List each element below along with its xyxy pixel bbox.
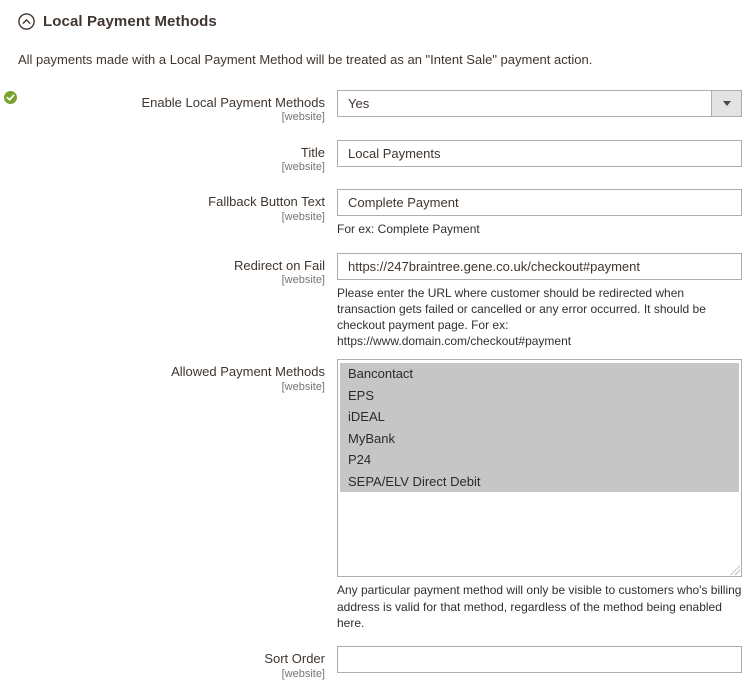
field-label: Allowed Payment Methods	[171, 364, 325, 380]
field-row-sort-order	[0, 646, 750, 681]
field-scope-label: [website]	[281, 161, 325, 174]
field-scope-label: [website]	[281, 380, 325, 393]
field-label-cell	[0, 140, 325, 175]
field-row-allowed-payment-methods	[0, 359, 750, 631]
config-form	[0, 90, 750, 681]
multiselect-option-selected[interactable]: P24	[340, 449, 739, 471]
fallback-button-text-input[interactable]	[337, 189, 742, 216]
select-dropdown-button[interactable]	[711, 91, 741, 116]
field-label-cell	[0, 646, 325, 681]
field-input-cell	[337, 253, 742, 350]
redirect-on-fail-input[interactable]	[337, 253, 742, 280]
field-label: Sort Order	[264, 650, 325, 666]
select-selected-value: Yes	[348, 95, 370, 111]
field-note: Any particular payment method will only be visible to customers who's billing address is valid for that method, regardless of the method being enabled here.	[337, 583, 742, 630]
field-label-cell	[0, 90, 325, 125]
field-input-cell	[337, 646, 742, 681]
field-label-cell	[0, 359, 325, 631]
caret-down-icon	[723, 101, 731, 106]
field-row-title	[0, 140, 750, 175]
multiselect-option-selected[interactable]: MyBank	[340, 428, 739, 450]
field-label-cell	[0, 253, 325, 350]
field-input-cell	[337, 90, 742, 125]
multiselect-option-selected[interactable]: Bancontact	[340, 363, 739, 385]
field-scope-label: [website]	[281, 274, 325, 287]
multiselect-option-selected[interactable]: SEPA/ELV Direct Debit	[340, 471, 739, 493]
field-row-redirect-on-fail	[0, 253, 750, 350]
allowed-payment-methods-multiselect[interactable]	[337, 359, 742, 577]
field-label: Title	[300, 144, 325, 160]
chevron-up-circle-icon	[18, 13, 35, 30]
field-input-cell	[337, 359, 742, 631]
field-label-cell	[0, 189, 325, 237]
field-label: Redirect on Fail	[233, 257, 325, 273]
field-input-cell	[337, 189, 742, 237]
resize-handle[interactable]	[730, 565, 740, 575]
sort-order-input[interactable]	[337, 646, 742, 673]
field-row-enable-local-payment-methods	[0, 90, 750, 125]
field-scope-label: [website]	[281, 211, 325, 224]
field-note: For ex: Complete Payment	[337, 222, 480, 237]
enable-local-payment-methods-select[interactable]	[337, 90, 742, 117]
section-intro-text: All payments made with a Local Payment Method will be treated as an "Intent Sale" payment action.	[18, 52, 593, 67]
field-label: Enable Local Payment Methods	[141, 94, 325, 110]
section-header-toggle[interactable]	[18, 13, 750, 30]
check-circle-icon	[4, 91, 17, 104]
title-input[interactable]	[337, 140, 742, 167]
section-title: Local Payment Methods	[43, 13, 217, 30]
field-scope-label: [website]	[281, 111, 325, 124]
multiselect-option-selected[interactable]: iDEAL	[340, 406, 739, 428]
field-label: Fallback Button Text	[208, 194, 325, 210]
field-scope-label: [website]	[281, 667, 325, 680]
field-row-fallback-button-text	[0, 189, 750, 237]
field-input-cell	[337, 140, 742, 175]
multiselect-option-selected[interactable]: EPS	[340, 385, 739, 407]
field-note: Please enter the URL where customer should be redirected when transaction gets failed or cancelled or any error occurred. It should be checkout payment page. For ex: https://www.domain.com/checkout#payment	[337, 285, 706, 349]
